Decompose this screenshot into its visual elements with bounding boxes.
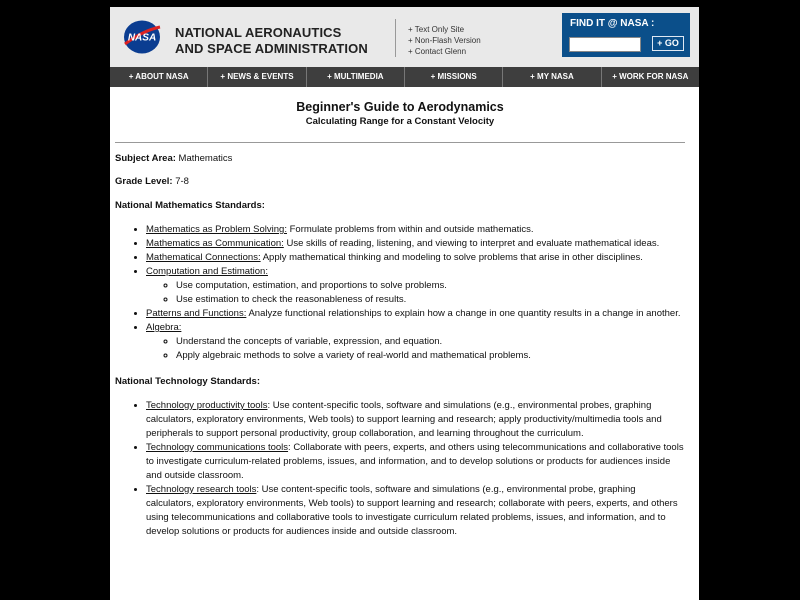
list-item (146, 441, 685, 483)
subject-area (115, 152, 685, 166)
grade-value: 7-8 (175, 176, 189, 187)
list-item (146, 307, 685, 321)
main-nav (110, 67, 699, 87)
std-link-productivity[interactable]: Technology productivity tools (146, 400, 268, 411)
std-text: Analyze functional relationships to explain how a change in one quantity results in a change in another. (246, 308, 681, 319)
std-link-communications[interactable]: Technology communications tools (146, 442, 289, 453)
computation-sublist (146, 279, 685, 307)
agency-name[interactable] (175, 25, 368, 57)
nasa-logo[interactable] (122, 19, 162, 55)
nav-my-nasa[interactable]: + MY NASA (503, 67, 601, 87)
header (110, 7, 699, 67)
page-title: Beginner's Guide to Aerodynamics (296, 100, 504, 114)
list-item (146, 251, 685, 265)
sub-list-item: ◦ Understand the concepts of variable, expression, and equation. (176, 335, 685, 349)
tech-standards-list (115, 399, 685, 539)
std-text: Apply mathematical thinking and modeling to solve problems that arise in other disciplines. (260, 252, 643, 263)
std-link-communication[interactable]: Mathematics as Communication: (146, 238, 284, 249)
go-button[interactable]: + GO (652, 36, 684, 51)
search-title: FIND IT @ NASA : (570, 18, 655, 29)
agency-line-2: AND SPACE ADMINISTRATION (175, 41, 368, 56)
std-link-computation[interactable]: Computation and Estimation: (146, 266, 268, 277)
grade-label: Grade Level: (115, 176, 173, 187)
std-text: : Use content-specific tools, software and simulations (e.g., environmental probe, graphing calculators, exploratory environments, Web tools) to support learning and research; collaborate with peers, experts, and others using telecommunications and collaborative tools to investigate curriculum related problems, issues, and information, and to develop solutions or products for audiences inside and outside classroom. (146, 484, 678, 537)
subject-label: Subject Area: (115, 153, 176, 164)
std-text: : Collaborate with peers, experts, and others using telecommunications and collaborative tools to investigate curriculum-related problems, issues, and information, and to develop solutions or products for audiences inside and outside classroom. (146, 442, 684, 481)
algebra-sublist (146, 335, 685, 363)
page (110, 7, 699, 600)
std-text: : Use content-specific tools, software and simulations (e.g., environmental probes, graphing calculators, exploratory environments, Web tools) to support learning and research; apply productivity/multimedia tools and peripherals to support personal productivity, group collaboration, and learning throughout the curriculum. (146, 400, 662, 439)
std-link-patterns[interactable]: Patterns and Functions: (146, 308, 247, 319)
list-item (146, 265, 685, 307)
page-subtitle: Calculating Range for a Constant Velocity (305, 116, 495, 127)
main-content (115, 87, 685, 539)
nasa-logo-text: NASA (127, 32, 157, 44)
std-link-connections[interactable]: Mathematical Connections: (146, 252, 261, 263)
list-item (146, 483, 685, 539)
grade-level (115, 175, 685, 189)
list-item (146, 321, 685, 363)
search-input[interactable] (569, 37, 641, 52)
non-flash-link[interactable]: + Non-Flash Version (408, 36, 481, 45)
header-divider (395, 19, 396, 57)
std-link-problem-solving[interactable]: Mathematics as Problem Solving: (146, 224, 287, 235)
nav-multimedia[interactable]: + MULTIMEDIA (307, 67, 405, 87)
title-divider (115, 142, 685, 143)
quick-links (408, 24, 481, 57)
subject-value: Mathematics (178, 153, 233, 164)
math-standards-heading: National Mathematics Standards: (115, 200, 265, 211)
std-text: Formulate problems from within and outside mathematics. (286, 224, 534, 235)
sub-list-item: ◦ Apply algebraic methods to solve a variety of real-world and mathematical problems. (176, 349, 685, 363)
std-link-research[interactable]: Technology research tools (146, 484, 257, 495)
math-standards-list (115, 223, 685, 363)
search-box (562, 13, 690, 57)
list-item (146, 223, 685, 237)
text-only-link[interactable]: + Text Only Site (408, 25, 465, 34)
sub-list-item: ◦ Use computation, estimation, and proportions to solve problems. (176, 279, 685, 293)
std-link-algebra[interactable]: Algebra: (146, 322, 182, 333)
contact-glenn-link[interactable]: + Contact Glenn (408, 47, 467, 56)
list-item (146, 399, 685, 441)
tech-standards-heading: National Technology Standards: (115, 376, 260, 387)
sub-list-item: ◦ Use estimation to check the reasonableness of results. (176, 293, 685, 307)
nav-work-for-nasa[interactable]: + WORK FOR NASA (612, 72, 689, 81)
std-text: Use skills of reading, listening, and viewing to interpret and evaluate mathematical ideas. (283, 238, 660, 249)
nav-news-events[interactable]: + NEWS & EVENTS (208, 67, 306, 87)
agency-line-1: NATIONAL AERONAUTICS (175, 25, 342, 40)
list-item (146, 237, 685, 251)
nav-about-nasa[interactable]: + ABOUT NASA (110, 67, 208, 87)
nav-missions[interactable]: + MISSIONS (405, 67, 503, 87)
